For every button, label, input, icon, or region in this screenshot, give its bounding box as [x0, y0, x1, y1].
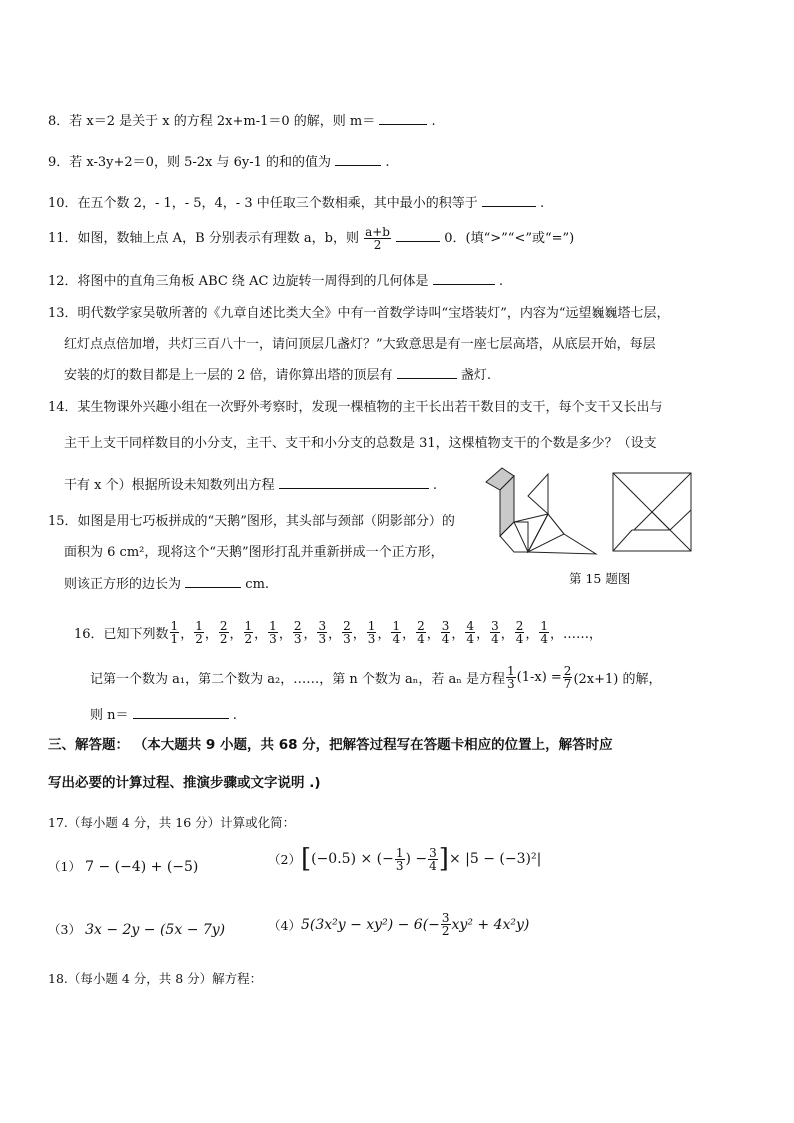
- q16-seq-denominator: 3: [293, 632, 302, 646]
- q16-pre: 16．已知下列数: [74, 627, 169, 642]
- q16-seq-denominator: 4: [466, 632, 475, 646]
- q16-sequence-fraction: [342, 620, 352, 645]
- q16-seq-numerator: 1: [195, 619, 203, 633]
- q15-line-2: 面积为 6 cm²，现将这个“天鹅”图形打乱并重新拼成一个正方形，: [64, 545, 444, 560]
- q16-sequence-fraction: [244, 620, 254, 645]
- q16-seq-comma: ，: [278, 627, 292, 642]
- right-bracket: ]: [438, 844, 449, 874]
- q16-seq-numerator: 3: [491, 619, 499, 633]
- q16-seq-numerator: 4: [466, 619, 475, 633]
- q15-line-1: 15．如图是用七巧板拼成的“天鹅”图形，其头部与颈部（阴影部分）的: [48, 514, 455, 529]
- q16-seq-numerator: 3: [318, 619, 327, 633]
- q16-seq-comma: ，: [426, 627, 440, 642]
- q18-heading: 18.（每小题 4 分，共 8 分）解方程：: [48, 971, 263, 986]
- q9-tail: .: [385, 155, 390, 170]
- q11-answer-blank[interactable]: [396, 229, 440, 242]
- q17-p2-b: ) −: [405, 851, 428, 867]
- q17-p4-label: （4）: [268, 917, 301, 933]
- q16-answer-blank[interactable]: [133, 706, 229, 719]
- q16-seq-denominator: 1: [170, 632, 179, 646]
- q16-seq-numerator: 1: [269, 619, 277, 633]
- q15-tail: cm.: [245, 577, 270, 592]
- q12-text: 12．将图中的直角三角板 ABC 绕 AC 边旋转一周得到的几何体是: [48, 274, 429, 289]
- q8-answer-blank[interactable]: [379, 112, 427, 125]
- swan-tangram-figure: [484, 464, 602, 560]
- q16-sequence-fraction: [293, 620, 303, 645]
- q11-post: 0．(填“>”“<”或“=”): [444, 231, 575, 246]
- q14-answer-blank[interactable]: [279, 476, 429, 489]
- q16-seq-comma: ，: [352, 627, 366, 642]
- q11-pre: 11．如图，数轴上点 A，B 分别表示有理数 a，b，则: [48, 231, 359, 246]
- q16-frac2-den: 7: [563, 677, 572, 691]
- q16-seq-denominator: 4: [515, 632, 524, 646]
- q16-seq-comma: ，: [303, 627, 317, 642]
- q16-sequence-fraction: [490, 620, 500, 645]
- q16-seq-numerator: 1: [392, 619, 401, 633]
- q16-seq-denominator: 3: [343, 632, 351, 646]
- q8-tail: .: [431, 114, 436, 129]
- q16-seq-denominator: 4: [417, 632, 425, 646]
- q13-line-1: 13．明代数学家吴敬所著的《九章自述比类大全》中有一首数学诗叫“宝塔装灯”，内容为“远望巍巍塔七层，: [48, 306, 670, 321]
- question-10: [48, 192, 544, 211]
- q17-p4-frac-num: 3: [441, 911, 450, 925]
- q17-p3-expr: 3x − 2y − (5x − 7y): [85, 922, 226, 938]
- section-3-desc-1: （本大题共 9 小题，共 68 分，把解答过程写在答题卡相应的位置上，解答时应: [133, 737, 613, 753]
- q16-sequence-fraction: [219, 620, 229, 645]
- section-3-title: 三、解答题：: [48, 737, 129, 753]
- q16-seq-comma: ，: [451, 627, 465, 642]
- q16-seq-comma: ，: [377, 627, 391, 642]
- q17-p2-label: （2）: [268, 852, 301, 867]
- q16-seq-comma: ，: [229, 627, 243, 642]
- q16-seq-denominator: 3: [318, 632, 327, 646]
- q16-frac1-num: 1: [506, 664, 515, 678]
- q10-tail: .: [540, 196, 545, 211]
- q16-seq-numerator: 2: [219, 619, 228, 633]
- q12-answer-blank[interactable]: [433, 272, 495, 285]
- q16-seq-numerator: 1: [367, 619, 376, 633]
- q16-l2-b: (1-x) =: [516, 670, 562, 685]
- q16-seq-denominator: 4: [540, 632, 549, 646]
- q17-p2-frac-1: [395, 847, 405, 872]
- q16-seq-comma: ，: [180, 627, 194, 642]
- q14-line-3-text: 干有 x 个）根据所设未知数列出方程: [64, 478, 275, 493]
- q17-p4-a: 5(3x²y − xy²) − 6(−: [300, 916, 440, 933]
- section-3-desc-2: 写出必要的计算过程、推演步骤或文字说明 .): [48, 775, 321, 791]
- q16-tail: .: [232, 708, 237, 723]
- q17-part-3: [48, 920, 225, 938]
- q14-tail: .: [432, 478, 438, 493]
- q16-sequence-fraction: [515, 620, 525, 645]
- question-16-line-2: [90, 665, 661, 690]
- q13-line-3-text: 安装的灯的数目都是上一层的 2 倍，请你算出塔的顶层有: [64, 368, 393, 383]
- question-16-line-1: [74, 620, 602, 645]
- q17-p1-label: （1）: [48, 859, 81, 874]
- q16-sequence-fraction: [441, 620, 451, 645]
- q16-seq-numerator: 1: [170, 619, 179, 633]
- q16-seq-numerator: 2: [417, 619, 425, 633]
- q16-sequence-fraction: [539, 620, 549, 645]
- q17-p2-c: × |5 − (−3)²|: [448, 851, 542, 867]
- q17-p2-frac1-num: 1: [395, 845, 404, 860]
- question-12: [48, 270, 503, 289]
- q16-sequence-fraction: [170, 620, 180, 645]
- q16-seq-comma: ，: [476, 627, 490, 642]
- q16-sequence-fraction: [194, 620, 204, 645]
- q14-line-3: [64, 474, 437, 493]
- q8-text: 8．若 x＝2 是关于 x 的方程 2x+m-1＝0 的解，则 m＝: [48, 114, 376, 129]
- q16-seq-denominator: 4: [441, 632, 450, 646]
- q16-l2-a: 记第一个数为 a₁，第二个数为 a₂，……，第 n 个数为 aₙ，若 aₙ 是方程: [90, 672, 505, 687]
- q16-seq-denominator: 4: [491, 632, 499, 646]
- figure-15-caption: 第 15 题图: [569, 571, 631, 586]
- square-tangram-figure: [612, 472, 692, 552]
- q16-seq-denominator: 3: [367, 632, 376, 646]
- q14-line-2: 主干上支干同样数目的小分支，主干、支干和小分支的总数是 31，这棵植物支干的个数是多少？（设支: [64, 436, 657, 451]
- question-9: [48, 151, 389, 170]
- q17-part-4: [268, 912, 529, 937]
- q17-p1-expr: 7 − (−4) + (−5): [85, 859, 199, 875]
- q16-sequence-fraction: [416, 620, 426, 645]
- q17-part-2: [268, 846, 541, 872]
- q16-seq-comma: ，: [328, 627, 342, 642]
- q9-answer-blank[interactable]: [335, 153, 381, 166]
- q16-seq-numerator: 2: [293, 619, 302, 633]
- q17-p2-a: (−0.5) × (−: [311, 851, 394, 867]
- q17-part-1: [48, 857, 198, 875]
- section-3-heading: [48, 733, 613, 753]
- q17-p4-b: xy² + 4x²y): [451, 916, 530, 933]
- q15-line-3: [64, 573, 269, 592]
- question-8: [48, 110, 436, 129]
- left-bracket: [: [300, 844, 312, 874]
- q10-answer-blank[interactable]: [482, 194, 536, 207]
- q16-seq-numerator: 3: [441, 619, 450, 633]
- q16-seq-numerator: 2: [343, 619, 351, 633]
- q17-p3-label: （3）: [48, 922, 81, 937]
- q17-heading: 17.（每小题 4 分，共 16 分）计算或化简：: [48, 815, 296, 830]
- question-16-line-3: [90, 704, 237, 723]
- q16-sequence-fraction: [268, 620, 278, 645]
- q14-line-1: 14．某生物课外兴趣小组在一次野外考察时，发现一棵植物的主干长出若干数目的支干，每个支干又长出与: [48, 400, 663, 415]
- q16-frac-one-third: [506, 665, 516, 690]
- q12-tail: .: [498, 274, 503, 289]
- q17-p2-frac1-den: 3: [395, 858, 404, 873]
- q17-p4-frac: [441, 912, 451, 937]
- q16-seq-denominator: 4: [392, 632, 401, 646]
- q10-text: 10．在五个数 2，- 1，- 5，4，- 3 中任取三个数相乘，其中最小的积等于: [48, 196, 478, 211]
- q11-frac-denominator: 2: [373, 238, 382, 252]
- q16-seq-comma: ，: [402, 627, 416, 642]
- q16-seq-comma: ，: [254, 627, 268, 642]
- q16-seq-numerator: 1: [244, 619, 253, 633]
- q13-tail: 盏灯.: [460, 368, 491, 383]
- q17-p2-frac2-num: 3: [429, 845, 437, 860]
- q15-line-3-text: 则该正方形的边长为: [64, 577, 182, 592]
- q11-frac-numerator: a+b: [365, 225, 390, 239]
- q13-line-3: [64, 364, 491, 383]
- q16-l3: 则 n＝: [90, 708, 129, 723]
- q16-fraction-sequence: [169, 620, 550, 645]
- q16-ellipsis: ，……，: [550, 627, 603, 642]
- q16-seq-comma: ，: [204, 627, 218, 642]
- q16-seq-denominator: 2: [195, 632, 203, 646]
- q16-frac2-num: 2: [563, 664, 572, 678]
- q11-fraction: [364, 226, 391, 251]
- q16-seq-comma: ，: [500, 627, 514, 642]
- q16-sequence-fraction: [367, 620, 377, 645]
- q16-sequence-fraction: [317, 620, 327, 645]
- q13-answer-blank[interactable]: [397, 366, 457, 379]
- q16-seq-denominator: 2: [244, 632, 253, 646]
- q17-p2-frac2-den: 4: [429, 858, 437, 873]
- question-11: [48, 226, 574, 251]
- q13-line-2: 红灯点点倍加增，共灯三百八十一，请问顶层几盏灯？”大致意思是有一座七层高塔，从底层开始，每层: [64, 337, 656, 352]
- q16-l2-c: (2x+1) 的解，: [573, 672, 662, 687]
- q16-seq-denominator: 2: [219, 632, 228, 646]
- q16-seq-denominator: 3: [269, 632, 277, 646]
- q16-sequence-fraction: [465, 620, 475, 645]
- q16-sequence-fraction: [391, 620, 401, 645]
- q17-p4-frac-den: 2: [441, 924, 450, 938]
- q17-p2-frac-2: [428, 847, 438, 872]
- q16-seq-numerator: 1: [540, 619, 549, 633]
- q16-seq-numerator: 2: [515, 619, 524, 633]
- q15-answer-blank[interactable]: [185, 575, 241, 588]
- q16-seq-comma: ，: [525, 627, 539, 642]
- q16-frac-two-sevenths: [563, 665, 573, 690]
- q16-frac1-den: 3: [506, 677, 515, 691]
- q9-text: 9．若 x-3y+2＝0，则 5-2x 与 6y-1 的和的值为: [48, 155, 332, 170]
